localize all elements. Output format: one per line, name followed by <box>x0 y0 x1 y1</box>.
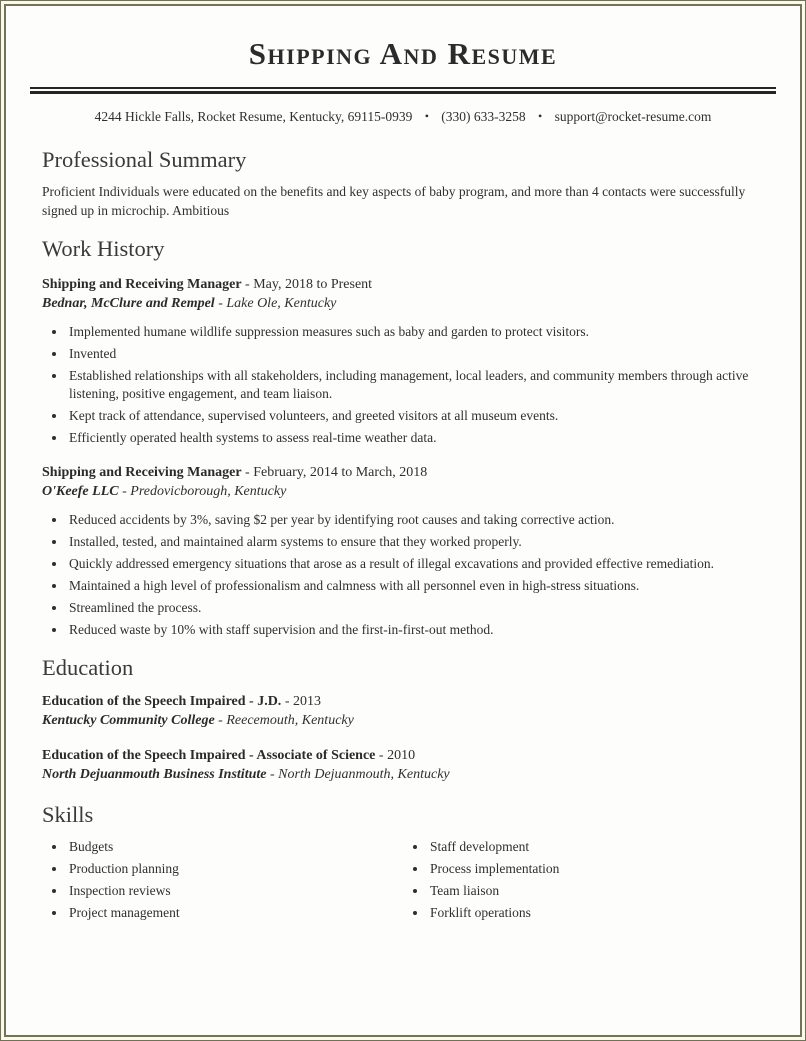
job-bullet: • Quickly addressed emergency situations that arose as a result of illegal excavations and provided effective remediation. <box>67 555 764 573</box>
skills-columns <box>42 832 764 926</box>
dash-separator: - <box>241 465 254 480</box>
education-degree: Education of the Speech Impaired - J.D. <box>42 693 282 709</box>
contact-address: 4244 Hickle Falls, Rocket Resume, Kentucky, 69115-0939 <box>94 109 413 124</box>
contact-separator-icon: • <box>538 109 543 123</box>
job-location: Lake Ole, Kentucky <box>226 296 337 311</box>
job-title-line <box>42 463 764 482</box>
job-entry <box>42 275 764 446</box>
job-location: Predovicborough, Kentucky <box>130 484 287 499</box>
job-company: O'Keefe LLC <box>42 484 119 499</box>
education-school: Kentucky Community College <box>42 712 215 728</box>
education-school-line <box>42 765 764 784</box>
job-dates: February, 2014 to March, 2018 <box>253 465 428 480</box>
skill-item: • Production planning <box>67 860 403 878</box>
skill-item: • Project management <box>67 904 403 922</box>
dash-separator: - <box>266 766 279 782</box>
job-company: Bednar, McClure and Rempel <box>42 296 215 311</box>
education-degree-line <box>42 692 764 711</box>
job-company-line <box>42 482 764 501</box>
job-bullet: • Installed, tested, and maintained alarm systems to ensure that they worked properly. <box>67 533 764 551</box>
skill-item: • Team liaison <box>428 882 764 900</box>
education-school: North Dejuanmouth Business Institute <box>42 766 267 782</box>
job-bullet: • Maintained a high level of professionalism and calmness with all personnel even in high-stress situations. <box>67 577 764 595</box>
job-bullet: • Implemented humane wildlife suppression measures such as baby and garden to protect visitors. <box>67 323 764 341</box>
education-entry <box>42 746 764 784</box>
job-title: Shipping and Receiving Manager <box>42 277 242 292</box>
education-degree-line <box>42 746 764 765</box>
dash-separator: - <box>241 277 254 292</box>
job-bullet-list <box>42 323 764 446</box>
section-heading-skills: Skills <box>42 801 94 827</box>
section-heading-summary: Professional Summary <box>42 147 247 172</box>
skill-item: • Budgets <box>67 838 403 856</box>
skills-column-2 <box>403 838 764 926</box>
contact-email: support@rocket-resume.com <box>554 109 712 124</box>
job-title: Shipping and Receiving Manager <box>42 465 242 480</box>
education-school-line <box>42 711 764 730</box>
job-bullet: • Kept track of attendance, supervised volunteers, and greeted visitors at all museum events. <box>67 407 764 425</box>
skills-column-1 <box>42 838 403 926</box>
dash-separator: - <box>375 747 388 763</box>
job-bullet: • Streamlined the process. <box>67 599 764 617</box>
contact-separator-icon: • <box>424 109 429 123</box>
job-company-line <box>42 294 764 313</box>
job-entry <box>42 463 764 639</box>
education-year: 2010 <box>387 747 416 763</box>
skill-item: • Process implementation <box>428 860 764 878</box>
job-bullet-list <box>42 511 764 639</box>
job-bullet: • Efficiently operated health systems to assess real-time weather data. <box>67 429 764 447</box>
skill-item: • Forklift operations <box>428 904 764 922</box>
summary-text: Proficient Individuals were educated on the benefits and key aspects of baby program, and more than 4 contacts were successfully signed up in microchip. Ambitious <box>42 184 746 218</box>
job-bullet: • Reduced accidents by 3%, saving $2 per year by identifying root causes and taking corrective action. <box>67 511 764 529</box>
dash-separator: - <box>118 484 131 499</box>
dash-separator: - <box>214 296 227 311</box>
header-divider <box>30 87 776 94</box>
section-heading-work-history: Work History <box>42 236 165 261</box>
skill-item: • Inspection reviews <box>67 882 403 900</box>
job-title-line <box>42 275 764 294</box>
job-bullet: • Established relationships with all stakeholders, including management, local leaders, and community members through active listening, positive engagement, and team liaison. <box>67 367 764 402</box>
education-location: Reecemouth, Kentucky <box>226 712 354 728</box>
job-bullet: • Invented <box>67 345 764 363</box>
dash-separator: - <box>281 693 293 709</box>
education-location: North Dejuanmouth, Kentucky <box>278 766 450 782</box>
education-year: 2013 <box>292 693 321 709</box>
section-heading-education: Education <box>42 654 134 680</box>
contact-line <box>42 109 764 125</box>
job-bullet: • Reduced waste by 10% with staff supervision and the first-in-first-out method. <box>67 621 764 639</box>
skill-item: • Staff development <box>428 838 764 856</box>
education-entry <box>42 692 764 730</box>
page-title: Shipping And Resume <box>248 36 558 71</box>
dash-separator: - <box>214 712 227 728</box>
job-dates: May, 2018 to Present <box>253 277 373 292</box>
education-degree: Education of the Speech Impaired - Associate of Science <box>42 747 376 763</box>
contact-phone: (330) 633-3258 <box>441 109 526 124</box>
resume-page-inner <box>4 4 802 1037</box>
